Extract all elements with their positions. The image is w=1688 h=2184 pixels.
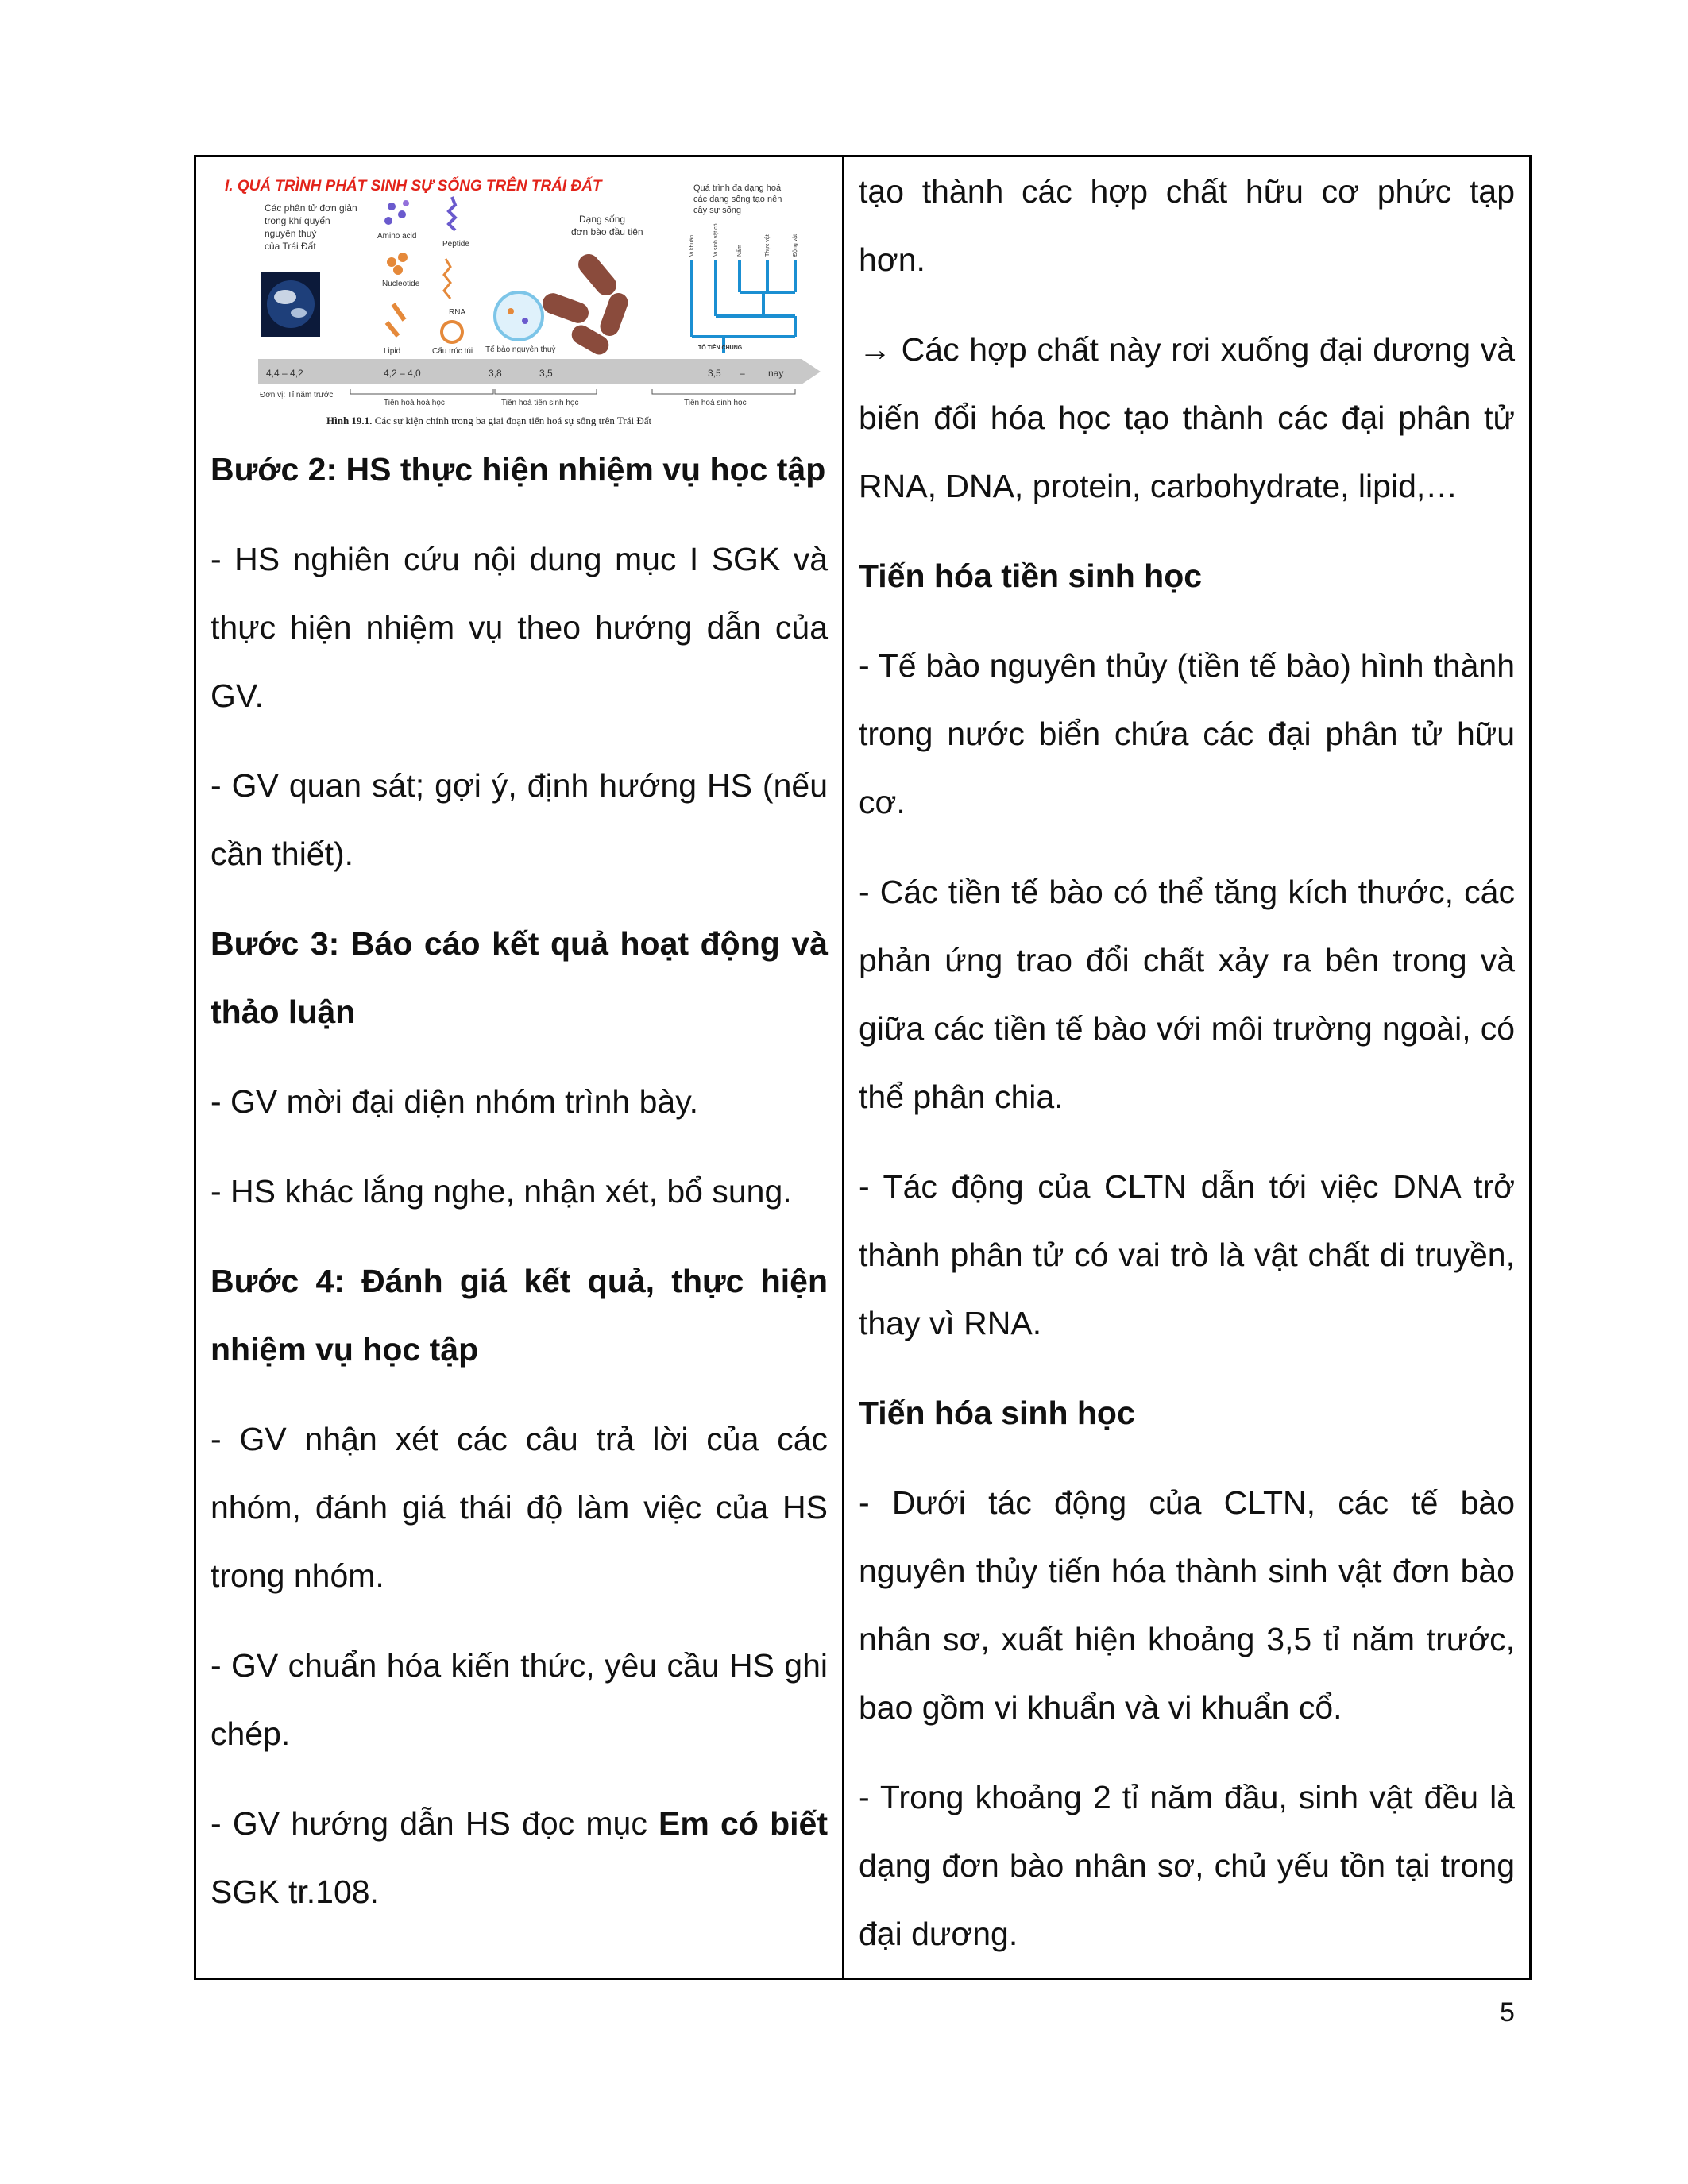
label-amino: Amino acid [377,232,417,241]
tree-tip-animals: Động vật [793,233,798,257]
tick-3: 3,8 [489,368,502,379]
figure-illustration [207,165,827,435]
label-simple-molecules-4: của Trái Đất [265,241,316,252]
step2-paragraph-1: - HS nghiên cứu nội dung mục I SGK và thực hiện nhiệm vụ theo hướng dẫn của GV. [211,541,828,714]
right-paragraph-4: - Các tiền tế bào có thể tăng kích thước, các phản ứng trao đổi chất xảy ra bên trong và giữa các tiền tế bào với môi trường ngoài, có thể phân chia. [859,874,1515,1115]
right-paragraph-7: - Trong khoảng 2 tỉ năm đầu, sinh vật đều là dạng đơn bào nhân sơ, chủ yếu tồn tại trong đại dương. [859,1779,1515,1952]
label-peptide: Peptide [442,240,469,249]
page-number: 5 [1500,1997,1515,2028]
step4-p3-start: - GV hướng dẫn HS đọc mục [211,1805,659,1842]
step4-p3-end: SGK tr.108. [211,1873,379,1910]
label-diversification-3: cây sự sống [693,206,741,215]
label-nucleotide: Nucleotide [382,280,420,288]
vesicle-icon [442,322,462,342]
tree-tip-archaea: Vi sinh vật cổ [713,223,719,257]
step3-title: Bước 3: Báo cáo kết quả hoạt động và thảo luận [211,925,828,1030]
caption-number: Hình 19.1. [326,415,373,426]
tree-of-life-icon [692,260,795,353]
rna-icon [444,259,450,299]
lesson-table [194,155,1532,1980]
step4-paragraph-2: - GV chuẩn hóa kiến thức, yêu cầu HS ghi chép. [211,1647,828,1752]
tree-tip-fungi: Nấm [737,245,743,257]
label-common-ancestor: TỔ TIÊN CHUNG [698,345,743,351]
tree-tip-plants: Thực vật [765,234,771,257]
heading-prebiological-evolution: Tiến hóa tiền sinh học [859,558,1203,594]
label-first-cells-2: đơn bào đầu tiên [571,226,643,237]
label-protocell: Tế bào nguyên thuỷ [485,345,556,354]
label-vesicle: Cấu trúc túi [432,347,473,356]
label-rna: RNA [449,308,466,317]
amino-acid-icon [388,203,396,210]
label-simple-molecules-3: nguyên thuỷ [265,228,317,239]
step3-paragraph-2: - HS khác lắng nghe, nhận xét, bổ sung. [211,1173,792,1210]
step2-title: Bước 2: HS thực hiện nhiệm vụ học tập [211,451,826,488]
tick-now: nay [768,368,784,379]
label-first-cells-1: Dạng sống [579,214,626,225]
em-co-biet: Em có biết [659,1805,828,1842]
unit-label: Đơn vị: Tỉ năm trước [260,391,334,399]
label-diversification-1: Quá trình đa dạng hoá [693,183,782,193]
tick-5: 3,5 [708,368,721,379]
step3-paragraph-1: - GV mời đại diện nhóm trình bày. [211,1083,699,1120]
step4-paragraph-3 [211,1789,828,1926]
figure-caption [326,415,651,426]
stage-biological: Tiến hoá sinh học [684,399,747,407]
right-paragraph-3: - Tế bào nguyên thủy (tiền tế bào) hình thành trong nước biển chứa các đại phân tử hữu cơ. [859,647,1515,820]
label-diversification-2: các dạng sống tạo nên [693,195,782,204]
heading-biological-evolution: Tiến hóa sinh học [859,1395,1135,1431]
left-column [196,157,844,1978]
earth-icon [267,280,315,328]
lipid-icon [393,304,404,320]
right-column [844,157,1529,1978]
step4-title: Bước 4: Đánh giá kết quả, thực hiện nhiệm vụ học tập [211,1263,828,1368]
figure-19-1 [207,165,827,435]
tick-4: 3,5 [539,368,553,379]
protocell-icon [495,292,543,340]
nucleotide-icon [387,257,396,267]
label-simple-molecules-2: trong khí quyển [265,215,330,226]
label-lipid: Lipid [384,347,401,356]
tick-dash: – [740,368,745,379]
tree-tip-bacteria: Vi khuẩn [689,234,695,257]
tick-1: 4,4 – 4,2 [266,368,303,379]
bacteria-cell-icon [574,250,620,300]
right-paragraph-2: → Các hợp chất này rơi xuống đại dương và biến đổi hóa học tạo thành các đại phân tử RNA, DNA, protein, carbohydrate, lipid,… [859,331,1515,504]
right-paragraph-6: - Dưới tác động của CLTN, các tế bào nguyên thủy tiến hóa thành sinh vật đơn bào nhân sơ, xuất hiện khoảng 3,5 tỉ năm trước, bao gồm vi khuẩn và vi khuẩn cổ. [859,1484,1515,1726]
stage-chemical: Tiến hoá hoá học [384,399,445,407]
stage-prebiological: Tiến hoá tiền sinh học [501,399,579,407]
step2-paragraph-2: - GV quan sát; gợi ý, định hướng HS (nếu cần thiết). [211,767,828,872]
tick-2: 4,2 – 4,0 [384,368,421,379]
right-paragraph-5: - Tác động của CLTN dẫn tới việc DNA trở thành phân tử có vai trò là vật chất di truyền, thay vì RNA. [859,1168,1515,1341]
right-paragraph-1: tạo thành các hợp chất hữu cơ phức tạp hơn. [859,173,1515,278]
peptide-icon [449,197,455,230]
figure-heading: I. QUÁ TRÌNH PHÁT SINH SỰ SỐNG TRÊN TRÁI ĐẤT [225,178,602,195]
caption-text: Các sự kiện chính trong ba giai đoạn tiến hoá sự sống trên Trái Đất [372,415,652,426]
label-simple-molecules-1: Các phân tử đơn giản [265,203,357,214]
step4-paragraph-1: - GV nhận xét các câu trả lời của các nhóm, đánh giá thái độ làm việc của HS trong nhóm. [211,1421,828,1594]
